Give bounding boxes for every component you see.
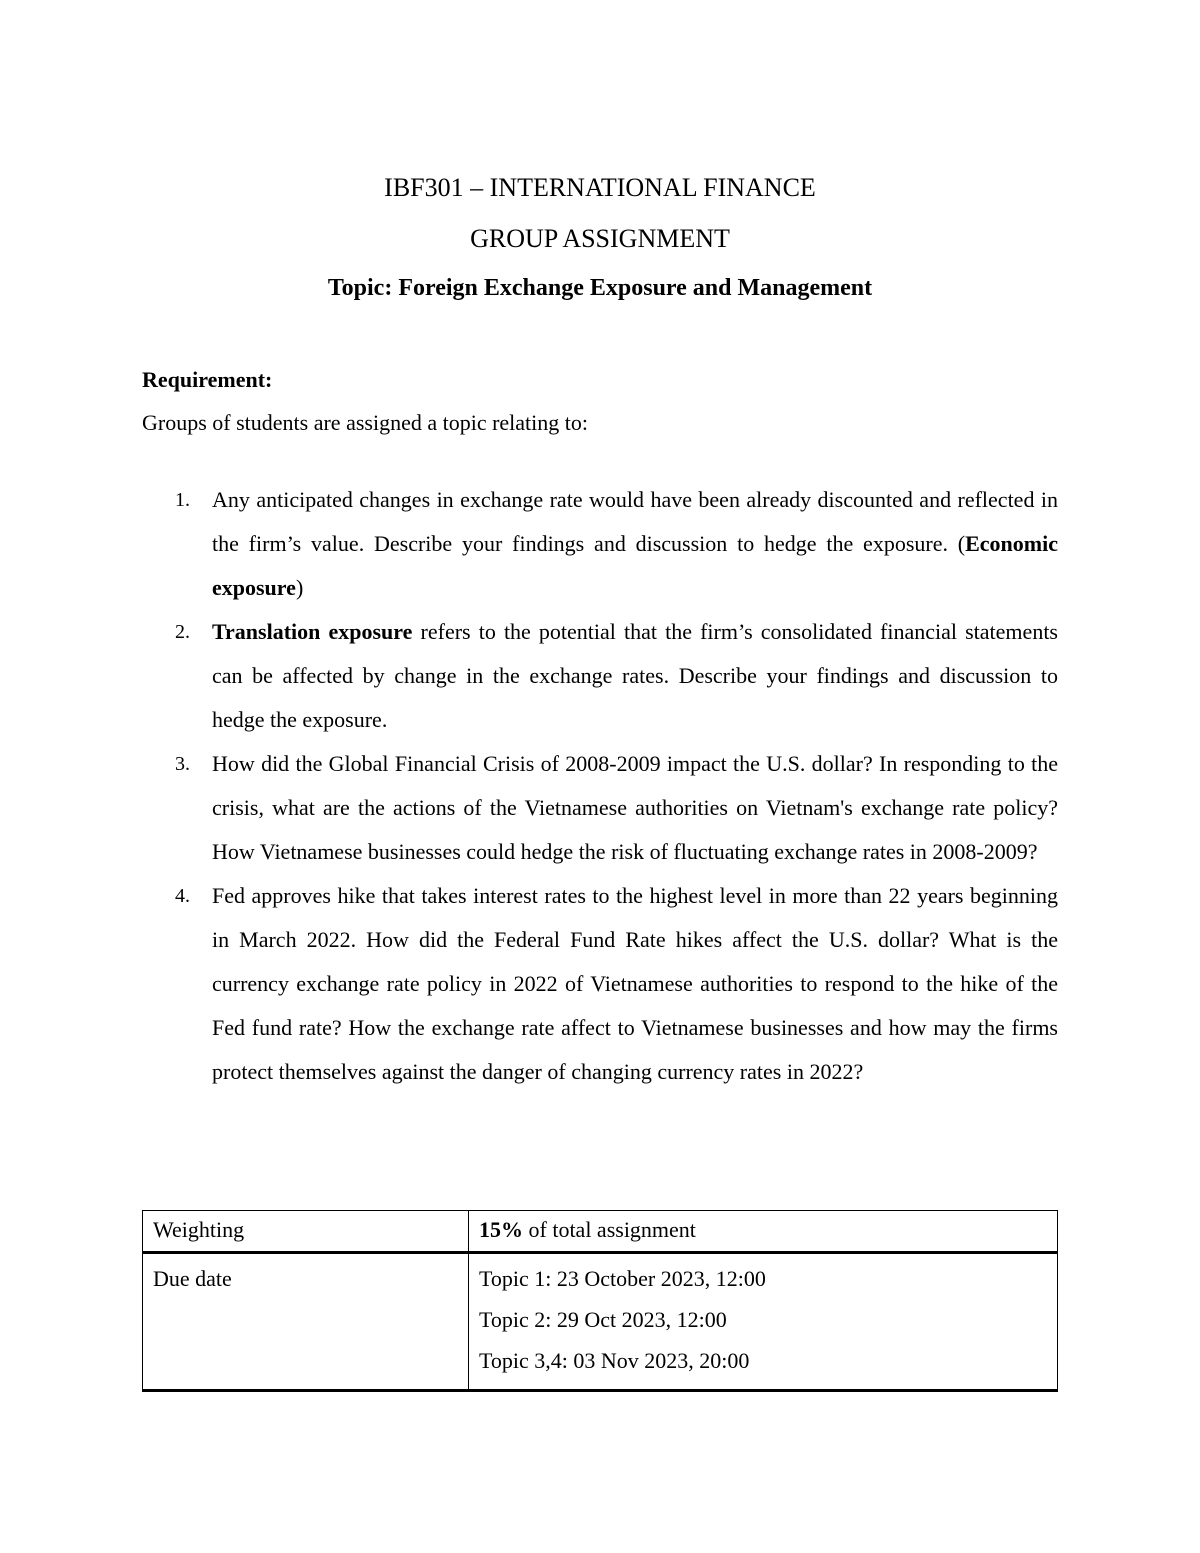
due-date-topic-3-4: Topic 3,4: 03 Nov 2023, 20:00 bbox=[479, 1348, 750, 1373]
list-item-bold-term: Economic exposure bbox=[212, 531, 1058, 600]
weighting-value bbox=[469, 1211, 1058, 1253]
due-date-topic-2: Topic 2: 29 Oct 2023, 12:00 bbox=[479, 1307, 727, 1332]
due-date-values bbox=[469, 1253, 1058, 1391]
list-item-text: Any anticipated changes in exchange rate would have been already discounted and reflected in the firm’s value. Describe your findings and discussion to hedge the exposure. ( bbox=[212, 487, 1058, 556]
assignment-title: GROUP ASSIGNMENT bbox=[470, 224, 730, 253]
list-item-number: 4. bbox=[175, 885, 190, 907]
weighting-rest: of total assignment bbox=[523, 1217, 696, 1242]
list-item-topic-2 bbox=[142, 610, 1058, 742]
list-item-number: 1. bbox=[175, 489, 190, 511]
list-item-text-end: ) bbox=[295, 575, 304, 600]
table-row-due-date bbox=[143, 1253, 1058, 1391]
weighting-percent: 15% bbox=[479, 1217, 523, 1242]
due-date-label: Due date bbox=[143, 1253, 469, 1391]
list-item-text: refers to the potential that the firm’s consolidated financial statements can be affected by change in the exchange rates. Describe your findings and discussion to hedge the exposure. bbox=[212, 619, 1058, 732]
list-item-topic-1 bbox=[142, 478, 1058, 610]
list-item-bold-term: Translation exposure bbox=[212, 619, 413, 644]
course-title: IBF301 – INTERNATIONAL FINANCE bbox=[384, 173, 816, 202]
list-item-text: How did the Global Financial Crisis of 2008-2009 impact the U.S. dollar? In responding to the crisis, what are the actions of the Vietnamese authorities on Vietnam's exchange rate policy? How Vietnamese businesses could hedge the risk of fluctuating exchange rates in 2008-2009? bbox=[212, 751, 1058, 864]
topic-heading: Topic: Foreign Exchange Exposure and Management bbox=[327, 275, 873, 301]
table-row-weighting bbox=[143, 1211, 1058, 1253]
list-item-number: 3. bbox=[175, 753, 190, 775]
list-item-text: Fed approves hike that takes interest rates to the highest level in more than 22 years beginning in March 2022. How did the Federal Fund Rate hikes affect the U.S. dollar? What is the currency exchange rate policy in 2022 of Vietnamese authorities to respond to the hike of the Fed fund rate? How the exchange rate affect to Vietnamese businesses and how may the firms protect themselves against the danger of changing currency rates in 2022? bbox=[212, 883, 1058, 1084]
assignment-info-table bbox=[142, 1210, 1058, 1392]
list-item-topic-4 bbox=[142, 874, 1058, 1094]
topic-list bbox=[142, 478, 1058, 1094]
requirement-heading: Requirement: bbox=[142, 367, 273, 392]
requirement-intro: Groups of students are assigned a topic relating to: bbox=[142, 410, 589, 435]
list-item-number: 2. bbox=[175, 621, 190, 643]
weighting-label: Weighting bbox=[143, 1211, 469, 1253]
list-item-topic-3 bbox=[142, 742, 1058, 874]
due-date-topic-1: Topic 1: 23 October 2023, 12:00 bbox=[479, 1266, 766, 1291]
